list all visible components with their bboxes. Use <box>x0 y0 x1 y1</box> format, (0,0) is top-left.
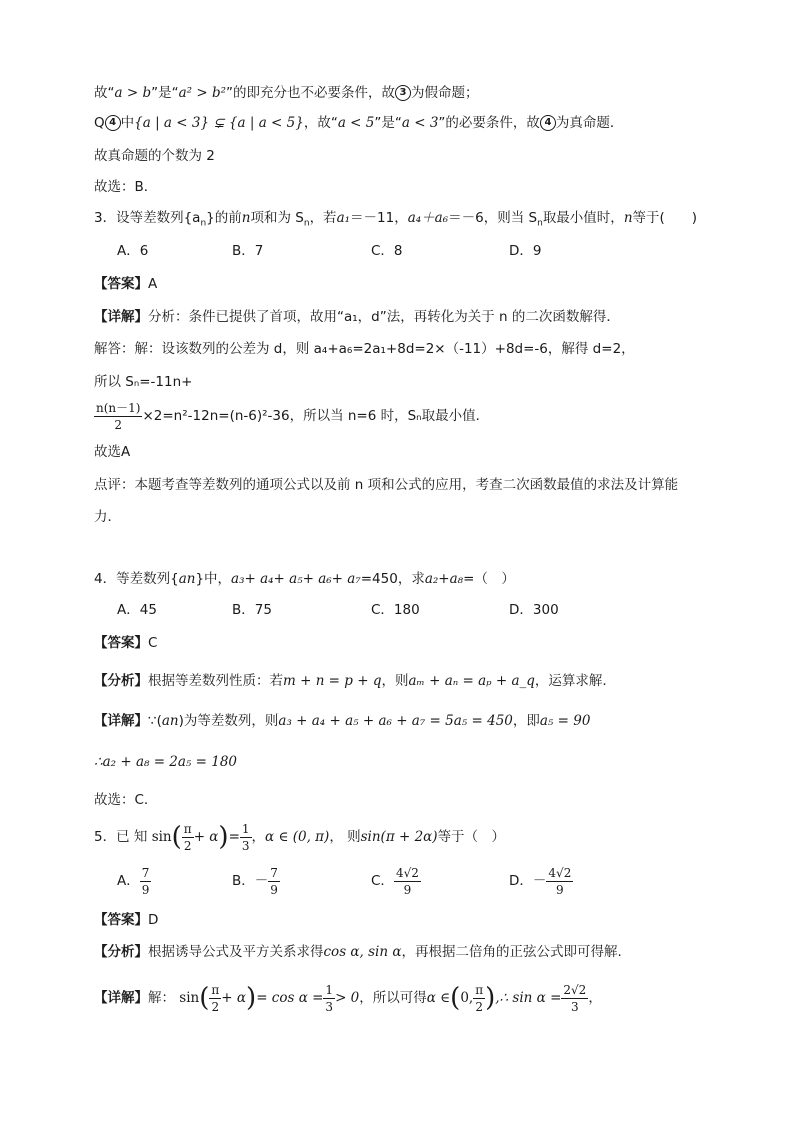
text-line-3: 故真命题的个数为 2 <box>94 148 215 164</box>
q5-answer: 【答案】D <box>94 912 159 928</box>
q3-option-d: D．9 <box>509 243 542 259</box>
q3-option-c: C．8 <box>371 243 403 259</box>
q5-detail: 【详解】解： sin( $\frac{\pi}{2}$ + α)= cos α = $\frac{1}{3}$ > 0，所以可得α ∈(0, $\frac{\pi}{2}$ ),∴ sin α = $\frac{2√2}{3}$ ， <box>94 982 602 1014</box>
q3-solution-1: 解答：解：设该数列的公差为 d，则 a₄+a₆=2a₁+8d=2×（-11）+8d=-6，解得 d=2， <box>94 341 635 357</box>
q4-detail: 【详解】∵(an)为等差数列，则a₃ + a₄ + a₅ + a₆ + a₇ = 5a₅ = 450，即a₅ = 90 <box>94 713 591 729</box>
q5-option-c: C． $\frac{4√2}{9}$ <box>371 865 419 897</box>
q3-option-b: B．7 <box>232 243 264 259</box>
text-line-4: 故选：B． <box>94 179 158 195</box>
q4-option-d: D．300 <box>509 602 559 618</box>
q3-option-a: A．6 <box>117 243 149 259</box>
text-line-2: Q 4 中{a | a < 3} ⊊ {a | a < 5}，故“a < 5”是“a < 3”的必要条件，故 4 为真命题． <box>94 115 624 131</box>
q4-option-c: C．180 <box>371 602 420 618</box>
q5-option-a: A． $\frac{7}{9}$ <box>117 865 150 897</box>
q3-review-2: 力． <box>94 509 121 525</box>
question-4-stem: 4．等差数列{an}中，a₃+ a₄+ a₅+ a₆+ a₇=450，求a₂+a₈=（ ） <box>94 571 515 587</box>
q3-fraction: $\frac{n(n-1)}{2}$ <box>96 400 141 432</box>
q5-analysis: 【分析】根据诱导公式及平方关系求得cos α, sin α，再根据二倍角的正弦公式即可得解. <box>94 944 622 960</box>
q4-choose: 故选：C. <box>94 792 149 808</box>
q3-solution-4: 故选A <box>94 444 131 460</box>
q3-answer: 【答案】A <box>94 276 158 292</box>
question-5-stem: 5．已 知 sin( $\frac{\pi}{2}$ + α)= $\frac{1}{3}$ ，α ∈ (0, π)， 则sin(π + 2α)等于（ ） <box>94 821 506 853</box>
circled-number-3: 3 <box>395 85 411 101</box>
text-line-1: 故“a > b”是“a² > b²”的即充分也不必要条件，故 3 为假命题； <box>94 85 479 101</box>
q3-detail: 【详解】分析：条件已提供了首项，故用“a₁，d”法，再转化为关于 n 的二次函数解得． <box>94 309 620 325</box>
q4-conclusion: ∴a₂ + a₈ = 2a₅ = 180 <box>94 754 238 770</box>
q4-analysis: 【分析】根据等差数列性质：若m + n = p + q，则aₘ + aₙ = aₚ + a_q，运算求解. <box>94 673 607 689</box>
q3-solution-2: 所以 Sₙ=-11n+ <box>94 374 193 390</box>
q3-solution-3: $\frac{n(n-1)}{2}$ ×2=n²-12n=(n-6)²-36，所以当 n=6 时，Sₙ取最小值． <box>96 400 490 432</box>
question-3-stem: 3．设等差数列$\{a_n\}$的前n项和为 $S_n$，若a₁＝－11，a₄＋a₆＝－6，则当 $S_n$取最小值时，n等于( ) <box>94 210 698 229</box>
circled-number-4b: 4 <box>540 115 556 131</box>
q3-review-1: 点评：本题考查等差数列的通项公式以及前 n 项和公式的应用，考查二次函数最值的求法及计算能 <box>94 477 679 493</box>
circled-number-4: 4 <box>105 115 121 131</box>
q4-answer: 【答案】C <box>94 635 158 651</box>
q5-option-d: D．－ $\frac{4√2}{9}$ <box>509 865 572 897</box>
q4-option-a: A．45 <box>117 602 157 618</box>
q4-option-b: B．75 <box>232 602 272 618</box>
q5-option-b: B．－ $\frac{7}{9}$ <box>232 865 278 897</box>
